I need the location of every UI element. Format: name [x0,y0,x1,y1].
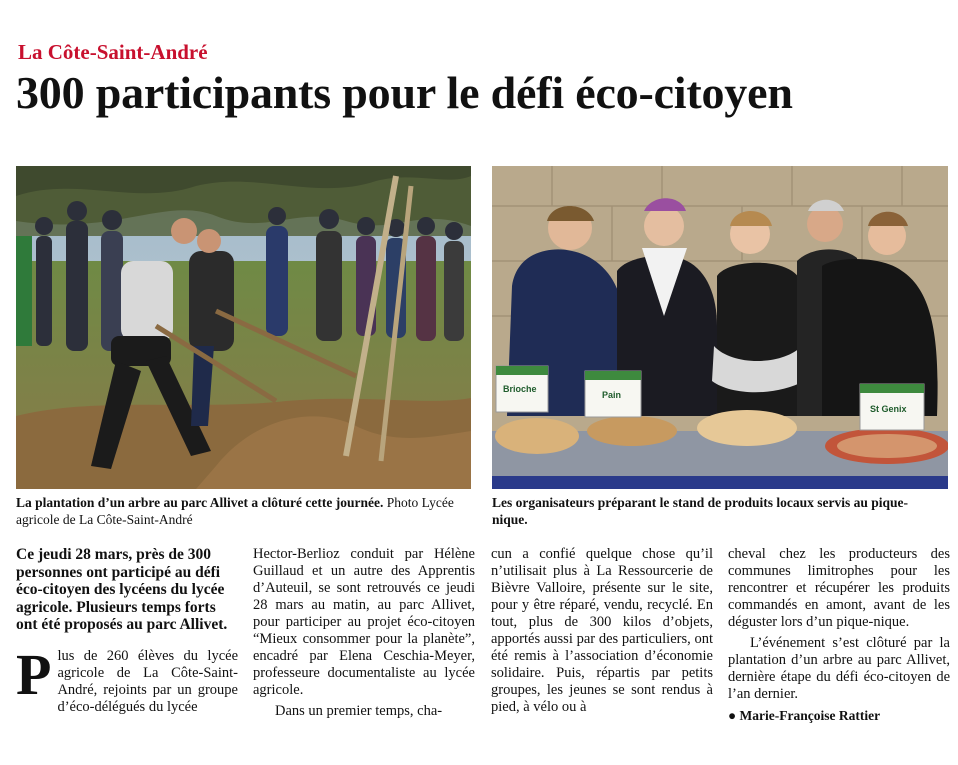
caption-left-main: La plantation d’un arbre au parc Allivet a clôturé cette journée. [16,495,384,510]
article-kicker: La Côte-Saint-André [18,40,208,64]
article-body-start [16,641,238,716]
body-paragraph: cun a confié quelque chose qu’il n’utilisait plus à La Ressourcerie de Bièvre Valloire, présente sur le site, pour y être réparé, vendu, recyclé. En tout, plus de 300 kilos d’objets, apportés aussi par des particuliers, ont été remis à l’association d’économie solidaire. Puis, répartis par petits groupes, les jeunes se sont rendus à pied, à vélo ou à [491,546,713,715]
body-paragraph: cheval chez les producteurs des communes limitrophes pour les rencontrer et récupérer les produits commandés en amont, avant de les déguster lors d’un pique-nique. [728,546,950,630]
article-column-2 [253,546,475,720]
body-text: lus de 260 élèves du lycée agricole de La Côte-Saint-André, rejoints par un groupe d’éco-délégués du lycée [57,647,238,715]
body-paragraph: Dans un premier temps, cha- [275,703,443,719]
sign-label-brioche: Brioche [503,384,537,394]
product-sign [860,384,924,430]
product-sign [585,371,641,417]
drop-cap: P [16,641,52,707]
photo-local-products-stand [492,166,948,489]
article-column-3 [491,546,713,716]
photo-tree-planting [16,166,471,489]
article-byline: ● Marie-Françoise Rattier [728,708,881,723]
article-column-1 [16,546,238,716]
article-lead-paragraph: Ce jeudi 28 mars, près de 300 personnes ont participé au défi éco-citoyen des lycéens du lycée agricole. Plusieurs temps forts ont été proposés au parc Allivet. [16,546,228,633]
photo-caption-right [492,494,937,528]
sign-label-st-genix: St Genix [870,404,907,414]
body-paragraph: Hector-Berlioz conduit par Hélène Guillaud et un autre des Apprentis d’Auteuil, se sont retrouvés ce jeudi 28 mars au matin, au parc Allivet, pour participer au projet éco-citoyen “Mieux consommer pour la planète”, encadré par Elena Ceschia-Meyer, professeure documentaliste au lycée agricole. [253,546,475,698]
product-sign [496,366,548,412]
photo-credit: Photo Lycée agricole de La Côte-Saint-André [16,495,454,527]
body-paragraph: L’événement s’est clôturé par la plantation d’un arbre au parc Allivet, dernière étape du défi éco-citoyen de l’an dernier. [728,635,950,702]
photo-caption-left [16,494,456,528]
article-column-4 [728,546,950,724]
caption-right-main: Les organisateurs préparant le stand de produits locaux servis au pique-nique. [492,495,909,527]
sign-label-pain: Pain [602,390,622,400]
article-headline: 300 participants pour le défi éco-citoyen [16,67,793,118]
